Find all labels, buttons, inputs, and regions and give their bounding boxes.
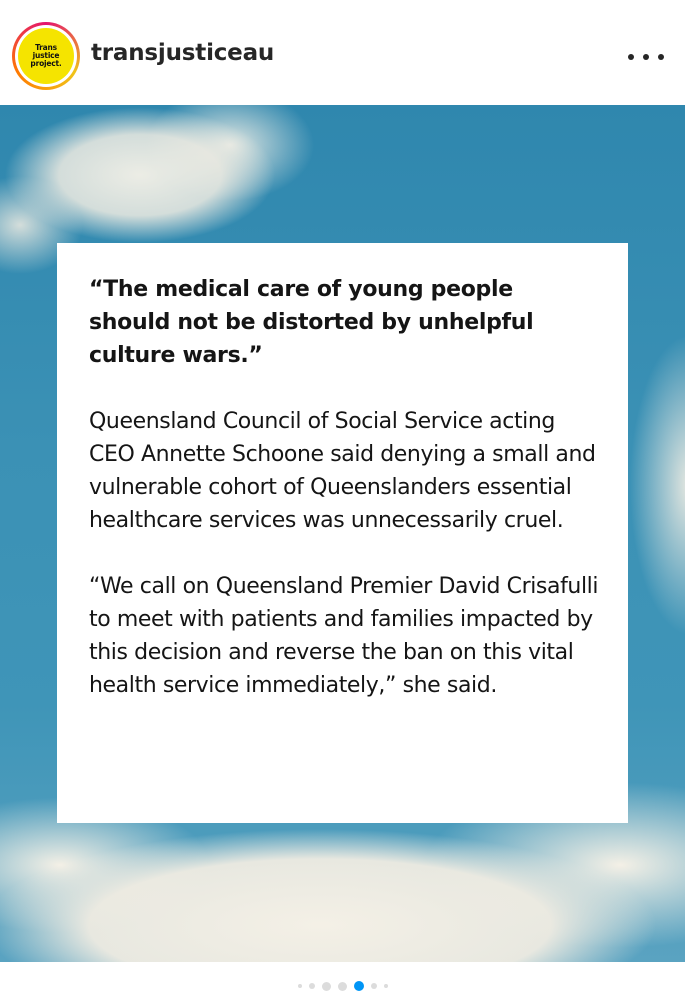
post-image[interactable] [0,105,685,962]
carousel-dot[interactable] [338,982,347,991]
carousel-indicator [0,978,685,994]
carousel-dot[interactable] [371,983,377,989]
username-link[interactable]: transjusticeau [91,40,275,66]
quote-card [57,243,628,823]
carousel-dot[interactable] [309,983,315,989]
body-paragraph-2: “We call on Queensland Premier David Crisafulli to meet with patients and families impacted by this decision and reverse the ban on this vital health service immediately,” she said. [89,574,599,698]
carousel-dot[interactable] [298,984,302,988]
pull-quote: “The medical care of young people should not be distorted by unhelpful culture wars.” [89,277,534,368]
carousel-dot[interactable] [384,984,388,988]
carousel-dot-active[interactable] [354,981,364,991]
avatar[interactable] [12,22,80,90]
more-options-icon[interactable] [628,50,664,64]
body-paragraph-1: Queensland Council of Social Service acting CEO Annette Schoone said denying a small and vulnerable cohort of Queenslanders essential healthcare services was unnecessarily cruel. [89,409,596,533]
carousel-dot[interactable] [322,982,331,991]
avatar-logo: Trans justice project. [18,28,74,84]
post-header [0,0,685,105]
